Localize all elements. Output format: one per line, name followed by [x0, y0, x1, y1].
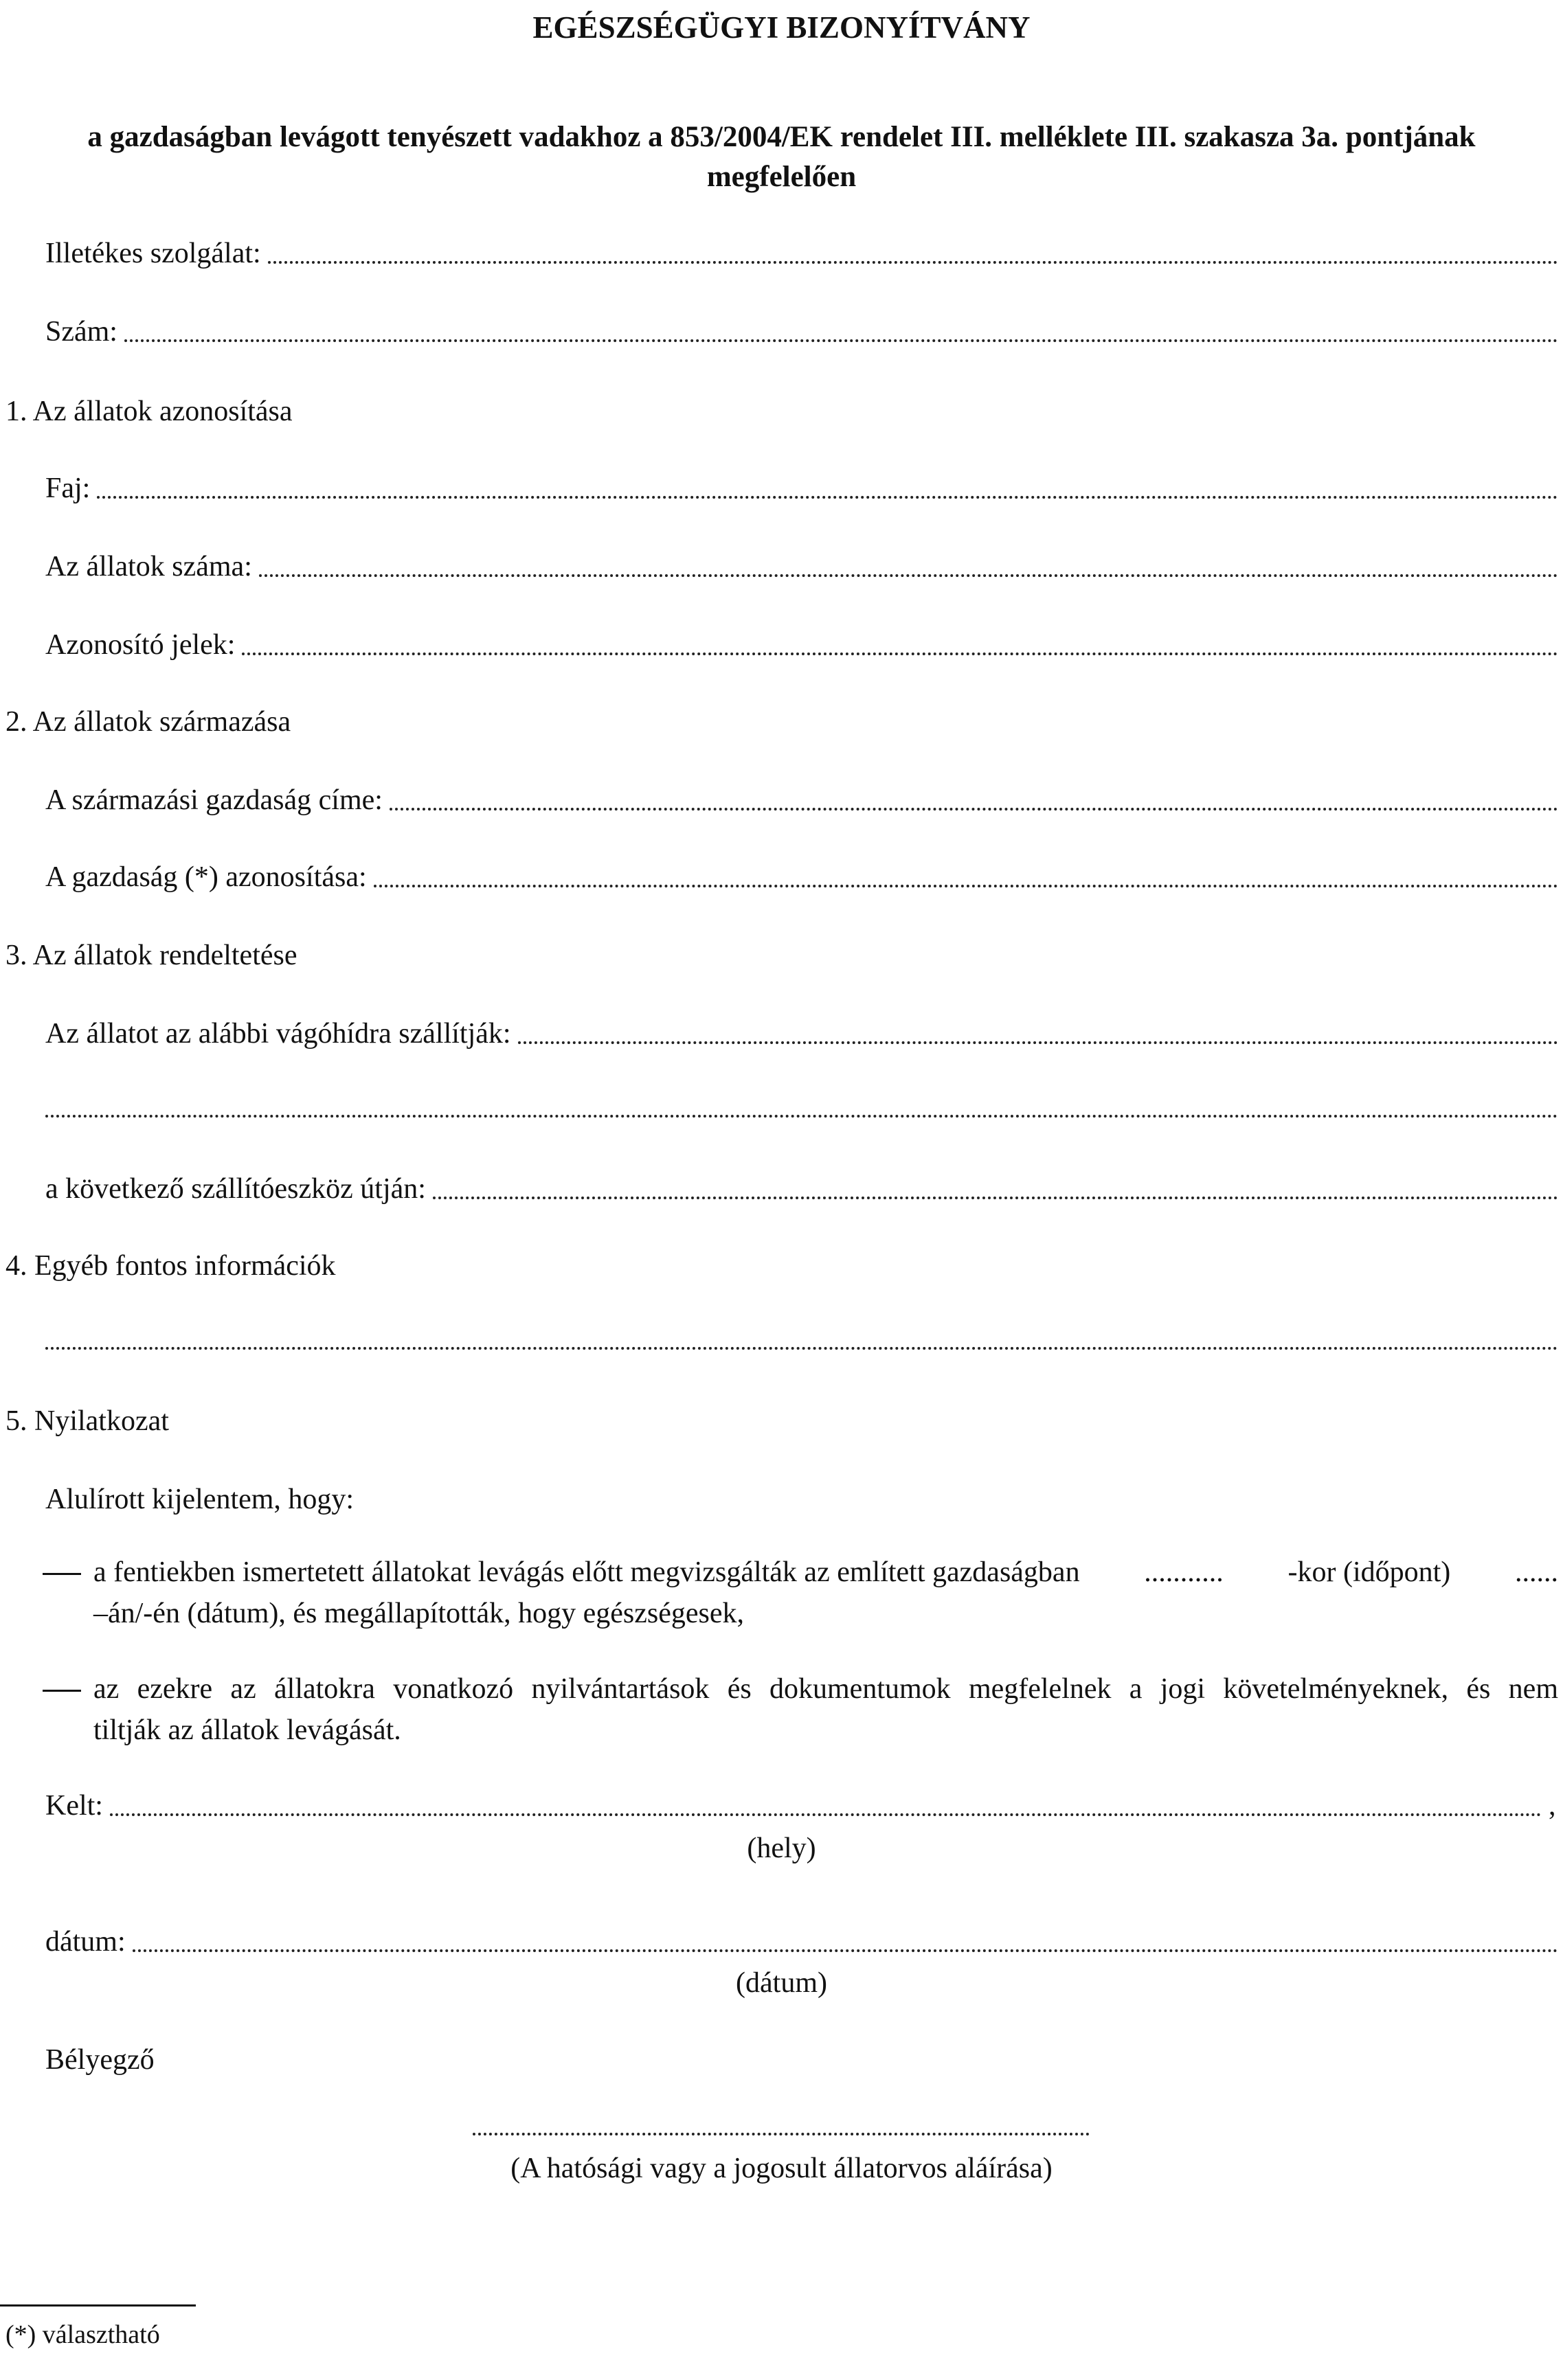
date-field[interactable] [45, 1927, 1558, 1956]
section2-heading: 2. Az állatok származása [5, 706, 291, 738]
stamp-label: Bélyegző [45, 2044, 155, 2076]
bullet1-line1 [93, 1558, 1558, 1587]
document-title: EGÉSZSÉGÜGYI BIZONYÍTVÁNY [532, 10, 1031, 45]
competent-service-field[interactable] [45, 239, 1558, 268]
number-label: Szám: [45, 316, 117, 348]
farm-address-field[interactable] [45, 786, 1558, 815]
bullet2-line2: tiltják az állatok levágását. [93, 1714, 401, 1746]
date-caption: (dátum) [736, 1967, 827, 1999]
competent-service-input-line[interactable] [268, 260, 1558, 264]
bullet2-line1: az ezekre az állatokra vonatkozó nyilvántartások és dokumentumok megfelelnek a jogi követelményeknek, és nem [93, 1673, 1558, 1705]
bullet-dash-2 [43, 1690, 81, 1692]
other-info-input-line[interactable] [45, 1346, 1558, 1350]
section1-heading: 1. Az állatok azonosítása [5, 396, 293, 427]
animal-count-field[interactable] [45, 552, 1558, 581]
transport-label: a következő szállítóeszköz útján: [45, 1173, 426, 1205]
footnote-text: (*) választható [5, 2320, 160, 2349]
exam-time-blank[interactable]: ........... [1144, 1556, 1224, 1588]
place-caption: (hely) [747, 1833, 816, 1864]
id-marks-input-line[interactable] [242, 652, 1558, 655]
section4-heading: 4. Egyéb fontos információk [5, 1250, 336, 1282]
date-input-line[interactable] [133, 1949, 1558, 1952]
bullet1-text: a fentiekben ismertetett állatokat levágás előtt megvizsgálták az említett gazdaságban [93, 1556, 1080, 1588]
exam-date-blank[interactable]: ...... [1514, 1556, 1558, 1588]
signature-input-line[interactable] [473, 2132, 1090, 2135]
number-input-line[interactable] [124, 339, 1558, 342]
slaughterhouse-label: Az állatot az alábbi vágóhídra szállítják: [45, 1018, 511, 1050]
slaughterhouse-field[interactable] [45, 1019, 1558, 1048]
section5-heading: 5. Nyilatkozat [5, 1405, 169, 1437]
species-label: Faj: [45, 473, 91, 504]
bullet1-line2: –án/-én (dátum), és megállapították, hogy egészségesek, [93, 1598, 745, 1629]
id-marks-label: Azonosító jelek: [45, 629, 236, 661]
place-field[interactable] [45, 1791, 1542, 1820]
slaughterhouse-input-line[interactable] [518, 1041, 1558, 1044]
bullet-dash-1 [43, 1573, 81, 1575]
farm-id-input-line[interactable] [374, 884, 1558, 887]
species-field[interactable] [45, 474, 1558, 503]
farm-id-label: A gazdaság (*) azonosítása: [45, 861, 367, 893]
slaughterhouse-continuation-line[interactable] [45, 1114, 1558, 1118]
signature-caption: (A hatósági vagy a jogosult állatorvos aláírása) [510, 2153, 1053, 2184]
farm-address-label: A származási gazdaság címe: [45, 784, 383, 816]
animal-count-label: Az állatok száma: [45, 551, 252, 582]
number-field[interactable] [45, 317, 1558, 346]
animal-count-input-line[interactable] [259, 574, 1558, 577]
place-label: Kelt: [45, 1790, 103, 1822]
species-input-line[interactable] [97, 495, 1558, 499]
exam-time-label: -kor (időpont) [1287, 1556, 1451, 1588]
document-subtitle-line2: megfelelően [706, 161, 857, 193]
declaration-intro: Alulírott kijelentem, hogy: [45, 1484, 355, 1515]
place-input-line[interactable] [110, 1813, 1542, 1816]
document-subtitle-line1: a gazdaságban levágott tenyészett vadakhoz a 853/2004/EK rendelet III. melléklete III. szakasza 3a. pontjának [87, 121, 1476, 153]
id-marks-field[interactable] [45, 631, 1558, 659]
footnote-rule [0, 2304, 196, 2307]
farm-id-field[interactable] [45, 863, 1558, 892]
farm-address-input-line[interactable] [390, 807, 1558, 811]
date-label: dátum: [45, 1926, 126, 1958]
transport-field[interactable] [45, 1175, 1558, 1203]
section3-heading: 3. Az állatok rendeltetése [5, 940, 297, 971]
competent-service-label: Illetékes szolgálat: [45, 238, 261, 269]
transport-input-line[interactable] [433, 1196, 1558, 1199]
place-comma: , [1549, 1790, 1556, 1822]
